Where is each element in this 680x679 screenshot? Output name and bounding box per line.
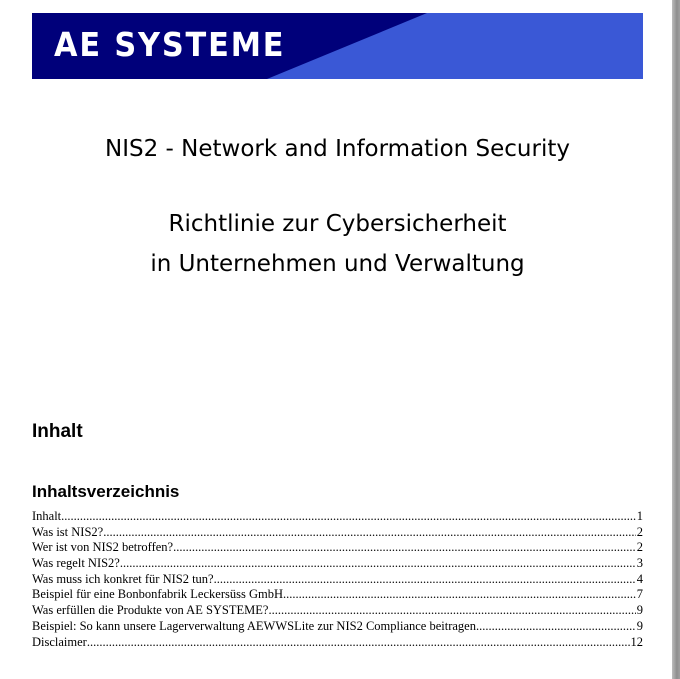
toc-entry-page: 3	[636, 556, 643, 571]
page-edge-shadow	[672, 0, 680, 679]
company-banner	[32, 13, 643, 79]
section-heading-inhalt: Inhalt	[32, 421, 83, 442]
toc-leader	[87, 635, 630, 651]
toc-entry-title: Was muss ich konkret für NIS2 tun?	[32, 571, 214, 586]
toc-entry-page: 7	[636, 587, 643, 602]
toc-leader	[120, 556, 636, 572]
toc-leader	[61, 509, 636, 525]
toc-leader	[476, 619, 636, 635]
toc-entry-page: 4	[636, 571, 643, 586]
toc-entry[interactable]	[32, 635, 643, 651]
toc-entry-title: Beispiel: So kann unsere Lagerverwaltung AEWWSLite zur NIS2 Compliance beitragen	[32, 618, 476, 633]
toc-entry[interactable]	[32, 572, 643, 588]
toc-entry[interactable]	[32, 525, 643, 541]
toc-entry-title: Wer ist von NIS2 betroffen?	[32, 540, 174, 555]
document-subtitle-line-2: in Unternehmen und Verwaltung	[150, 251, 525, 277]
toc-leader	[173, 540, 636, 556]
toc-leader	[214, 572, 636, 588]
toc-entry[interactable]	[32, 540, 643, 556]
toc-entry-page: 1	[636, 509, 643, 523]
toc-entry-title: Was regelt NIS2?	[32, 556, 120, 571]
toc-entry[interactable]	[32, 603, 643, 619]
toc-entry-page: 9	[636, 603, 643, 618]
toc-entry[interactable]	[32, 556, 643, 572]
table-of-contents	[32, 509, 643, 650]
toc-entry[interactable]	[32, 619, 643, 635]
toc-entry-page: 12	[630, 634, 643, 649]
toc-entry-title: Inhalt	[32, 509, 62, 523]
toc-entry-page: 2	[636, 524, 643, 539]
document-subtitle-line-1: Richtlinie zur Cybersicherheit	[168, 211, 507, 237]
toc-entry[interactable]	[32, 587, 643, 603]
toc-entry-title: Disclaimer	[32, 634, 87, 649]
toc-entry-title: Was ist NIS2?	[32, 524, 104, 539]
toc-heading: Inhaltsverzeichnis	[32, 482, 180, 501]
toc-entry-page: 9	[636, 618, 643, 633]
toc-entry-page: 2	[636, 540, 643, 555]
toc-leader	[103, 525, 636, 541]
toc-leader	[283, 587, 636, 603]
toc-entry-title: Beispiel für eine Bonbonfabrik Leckersüss GmbH	[32, 587, 283, 602]
toc-leader	[268, 603, 635, 619]
toc-entry[interactable]	[32, 509, 643, 525]
document-title: NIS2 - Network and Information Security	[105, 136, 570, 162]
toc-entry-title: Was erfüllen die Produkte von AE SYSTEME?	[32, 603, 269, 618]
company-logo-text: AE SYSTEME	[54, 25, 286, 64]
